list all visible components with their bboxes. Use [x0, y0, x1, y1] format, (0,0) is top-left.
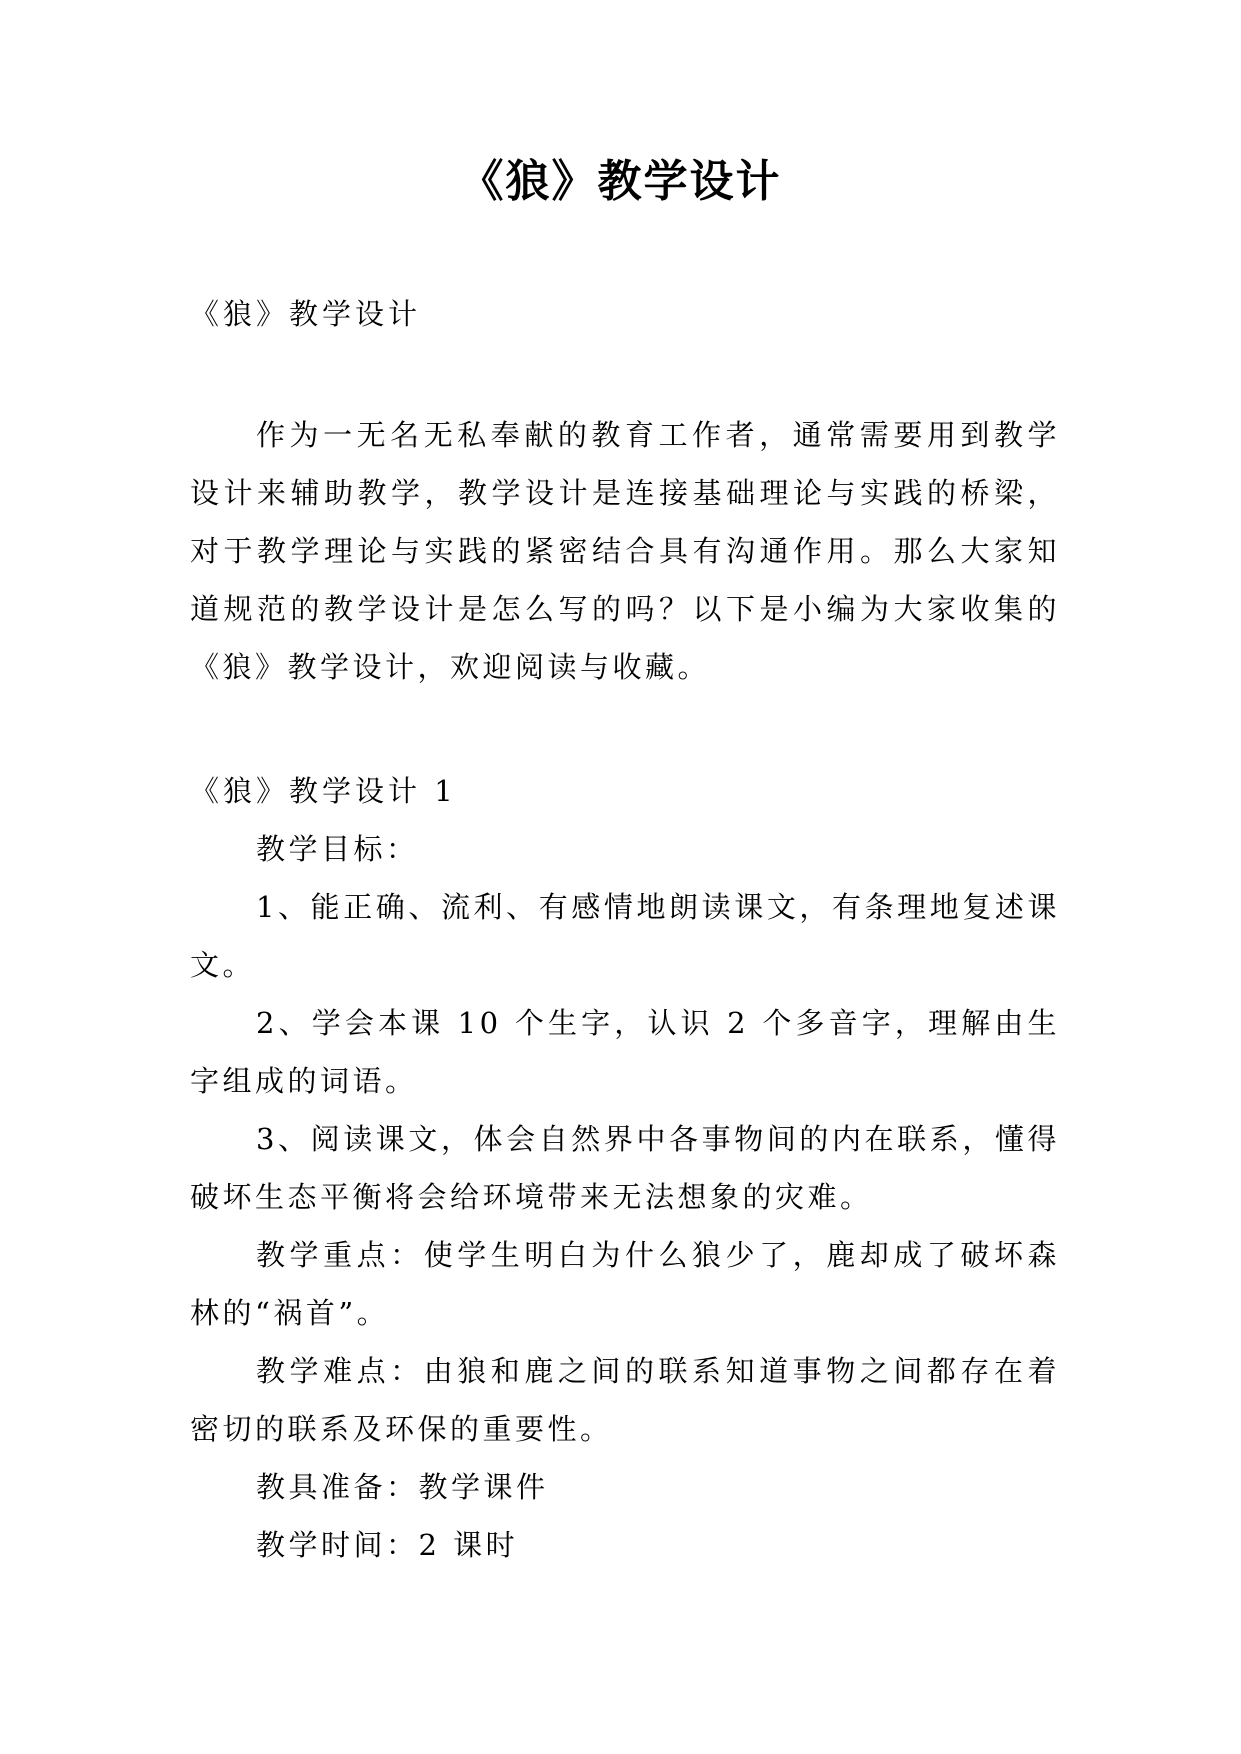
goal-item-2: 2、学会本课 10 个生字，认识 2 个多音字，理解由生字组成的词语。	[190, 1006, 1060, 1098]
teaching-focus: 教学重点：使学生明白为什么狼少了，鹿却成了破坏森林的“祸首”。	[190, 1238, 1060, 1330]
goal-item-1: 1、能正确、流利、有感情地朗读课文，有条理地复述课文。	[190, 890, 1060, 982]
teaching-materials: 教具准备：教学课件	[256, 1470, 549, 1504]
document-subtitle: 《狼》教学设计	[190, 297, 422, 331]
goal-item-3: 3、阅读课文，体会自然界中各事物间的内在联系，懂得破坏生态平衡将会给环境带来无法想象的灾难。	[190, 1122, 1060, 1214]
section-heading: 《狼》教学设计 1	[190, 774, 457, 808]
teaching-time: 教学时间：2 课时	[256, 1528, 519, 1562]
section-1	[190, 762, 1060, 1574]
teaching-goals-label: 教学目标：	[256, 832, 419, 866]
document-title: 《狼》教学设计	[459, 156, 782, 207]
intro-paragraph: 作为一无名无私奉献的教育工作者，通常需要用到教学设计来辅助教学，教学设计是连接基础理论与实践的桥梁，对于教学理论与实践的紧密结合具有沟通作用。那么大家知道规范的教学设计是怎么写的吗？以下是小编为大家收集的《狼》教学设计，欢迎阅读与收藏。	[190, 418, 1060, 684]
teaching-difficulty: 教学难点：由狼和鹿之间的联系知道事物之间都存在着密切的联系及环保的重要性。	[190, 1354, 1060, 1446]
